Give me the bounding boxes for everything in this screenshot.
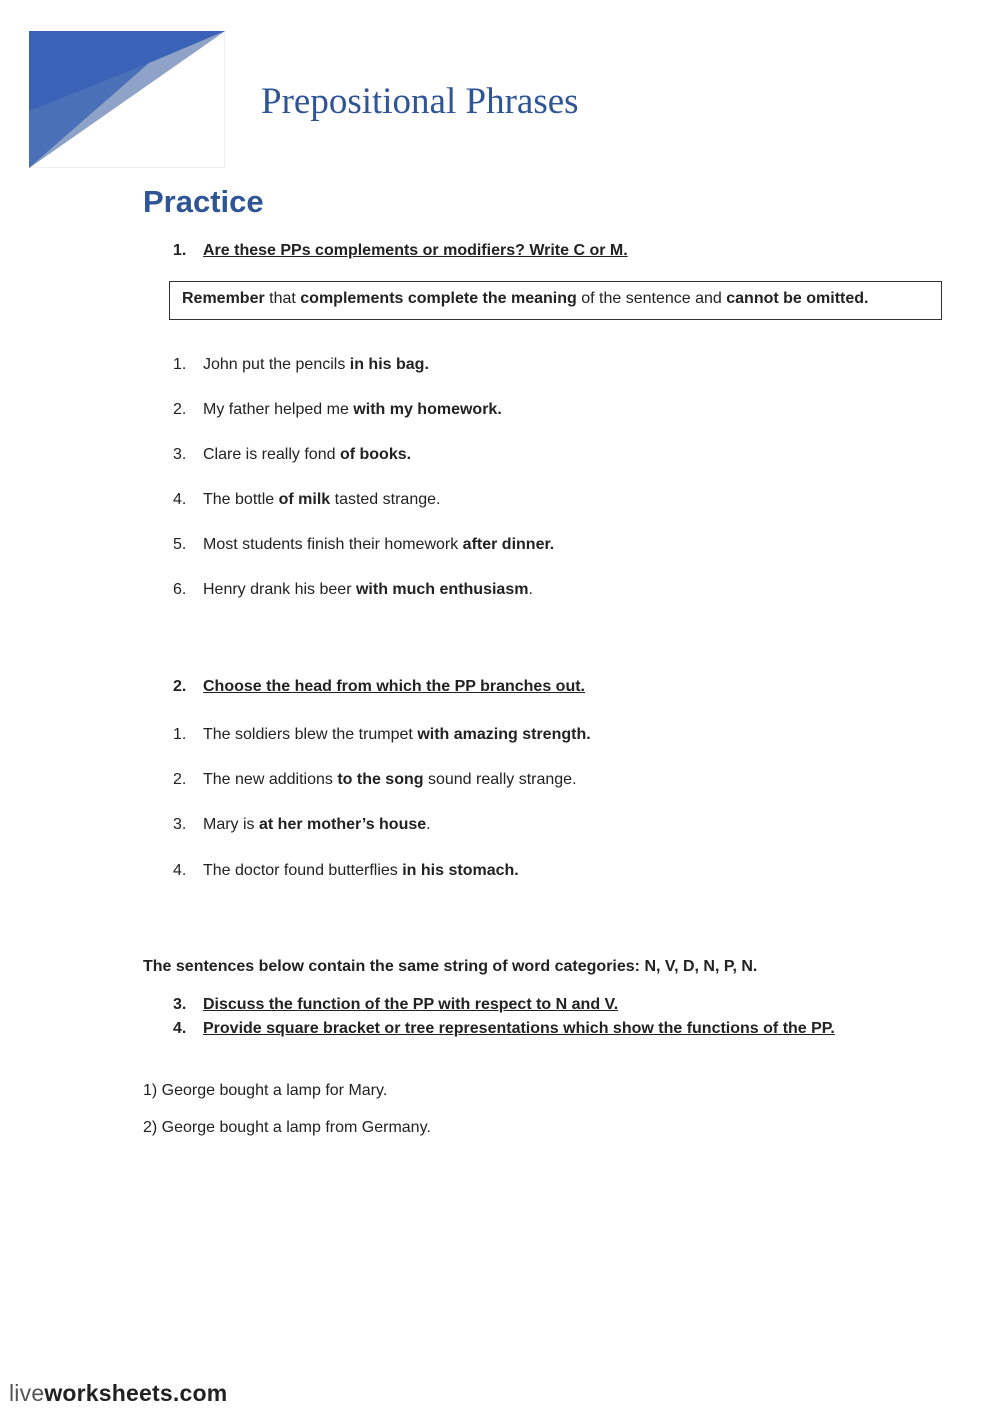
list-item — [173, 816, 431, 834]
item-text: Clare is really fond — [203, 446, 340, 463]
logo-bold-text: worksheets.com — [44, 1380, 228, 1406]
page-title: Prepositional Phrases — [261, 81, 579, 122]
item-pp: of milk — [278, 491, 331, 508]
remember-label: Remember — [182, 290, 265, 307]
question-text: Provide square bracket or tree representations which show the functions of the PP. — [203, 1020, 835, 1037]
item-number: 4. — [173, 491, 187, 508]
list-item — [173, 862, 519, 880]
item-text: sound really strange. — [423, 771, 577, 788]
item-text: . — [426, 816, 431, 833]
example-sentence-2: 2) George bought a lamp from Germany. — [143, 1119, 431, 1136]
question-4 — [173, 1020, 835, 1038]
remember-emphasis: complements complete the meaning — [300, 290, 577, 307]
item-number: 1. — [173, 356, 187, 373]
item-text: The doctor found butterflies — [203, 862, 403, 879]
list-item — [173, 491, 440, 509]
list-item — [173, 536, 554, 554]
item-number: 2. — [173, 401, 187, 418]
remember-emphasis: cannot be omitted. — [726, 290, 869, 307]
item-number: 1. — [173, 726, 187, 743]
question-text: Choose the head from which the PP branches out. — [203, 678, 585, 695]
question-2 — [173, 678, 585, 696]
question-3 — [173, 996, 618, 1014]
item-number: 3. — [173, 816, 187, 833]
item-number: 5. — [173, 536, 187, 553]
list-item — [173, 726, 591, 744]
item-text: Most students finish their homework — [203, 536, 463, 553]
question-number: 3. — [173, 996, 187, 1013]
list-item — [173, 771, 577, 789]
item-pp: after dinner. — [462, 536, 555, 553]
item-text: My father helped me — [203, 401, 354, 418]
item-pp: to the song — [337, 771, 424, 788]
item-number: 4. — [173, 862, 187, 879]
item-text: The soldiers blew the trumpet — [203, 726, 418, 743]
example-sentence-1: 1) George bought a lamp for Mary. — [143, 1082, 388, 1099]
item-text: The new additions — [203, 771, 338, 788]
item-pp: in his stomach. — [402, 862, 519, 879]
item-pp: of books. — [339, 446, 412, 463]
question-number: 1. — [173, 242, 187, 259]
item-pp: at her mother’s house — [259, 816, 427, 833]
question-text: Discuss the function of the PP with respect to N and V. — [203, 996, 619, 1013]
list-item — [173, 356, 429, 374]
question-number: 4. — [173, 1020, 187, 1037]
remember-text: of the sentence and — [576, 290, 727, 307]
item-pp: with much enthusiasm — [355, 581, 529, 598]
list-item — [173, 401, 502, 419]
logo-light-text: live — [9, 1380, 45, 1406]
list-item — [173, 581, 533, 599]
remember-note-box — [169, 281, 942, 320]
question-1 — [173, 242, 628, 260]
item-text: The bottle — [203, 491, 279, 508]
question-number: 2. — [173, 678, 187, 695]
item-pp: in his bag. — [349, 356, 429, 373]
remember-text: that — [264, 290, 301, 307]
item-number: 2. — [173, 771, 187, 788]
item-text: Henry drank his beer — [203, 581, 356, 598]
item-text: John put the pencils — [203, 356, 350, 373]
section-title: Practice — [143, 184, 264, 219]
item-pp: with amazing strength. — [417, 726, 591, 743]
item-text: Mary is — [203, 816, 259, 833]
intro-text: The sentences below contain the same string of word categories: N, V, D, N, P, N. — [143, 958, 758, 975]
item-number: 6. — [173, 581, 187, 598]
item-text: . — [528, 581, 533, 598]
liveworksheets-logo — [9, 1380, 227, 1407]
item-pp: with my homework. — [353, 401, 502, 418]
header-banner-graphic — [29, 31, 225, 168]
list-item — [173, 446, 411, 464]
item-number: 3. — [173, 446, 187, 463]
item-text: tasted strange. — [330, 491, 441, 508]
question-text: Are these PPs complements or modifiers? Write C or M. — [203, 242, 628, 259]
